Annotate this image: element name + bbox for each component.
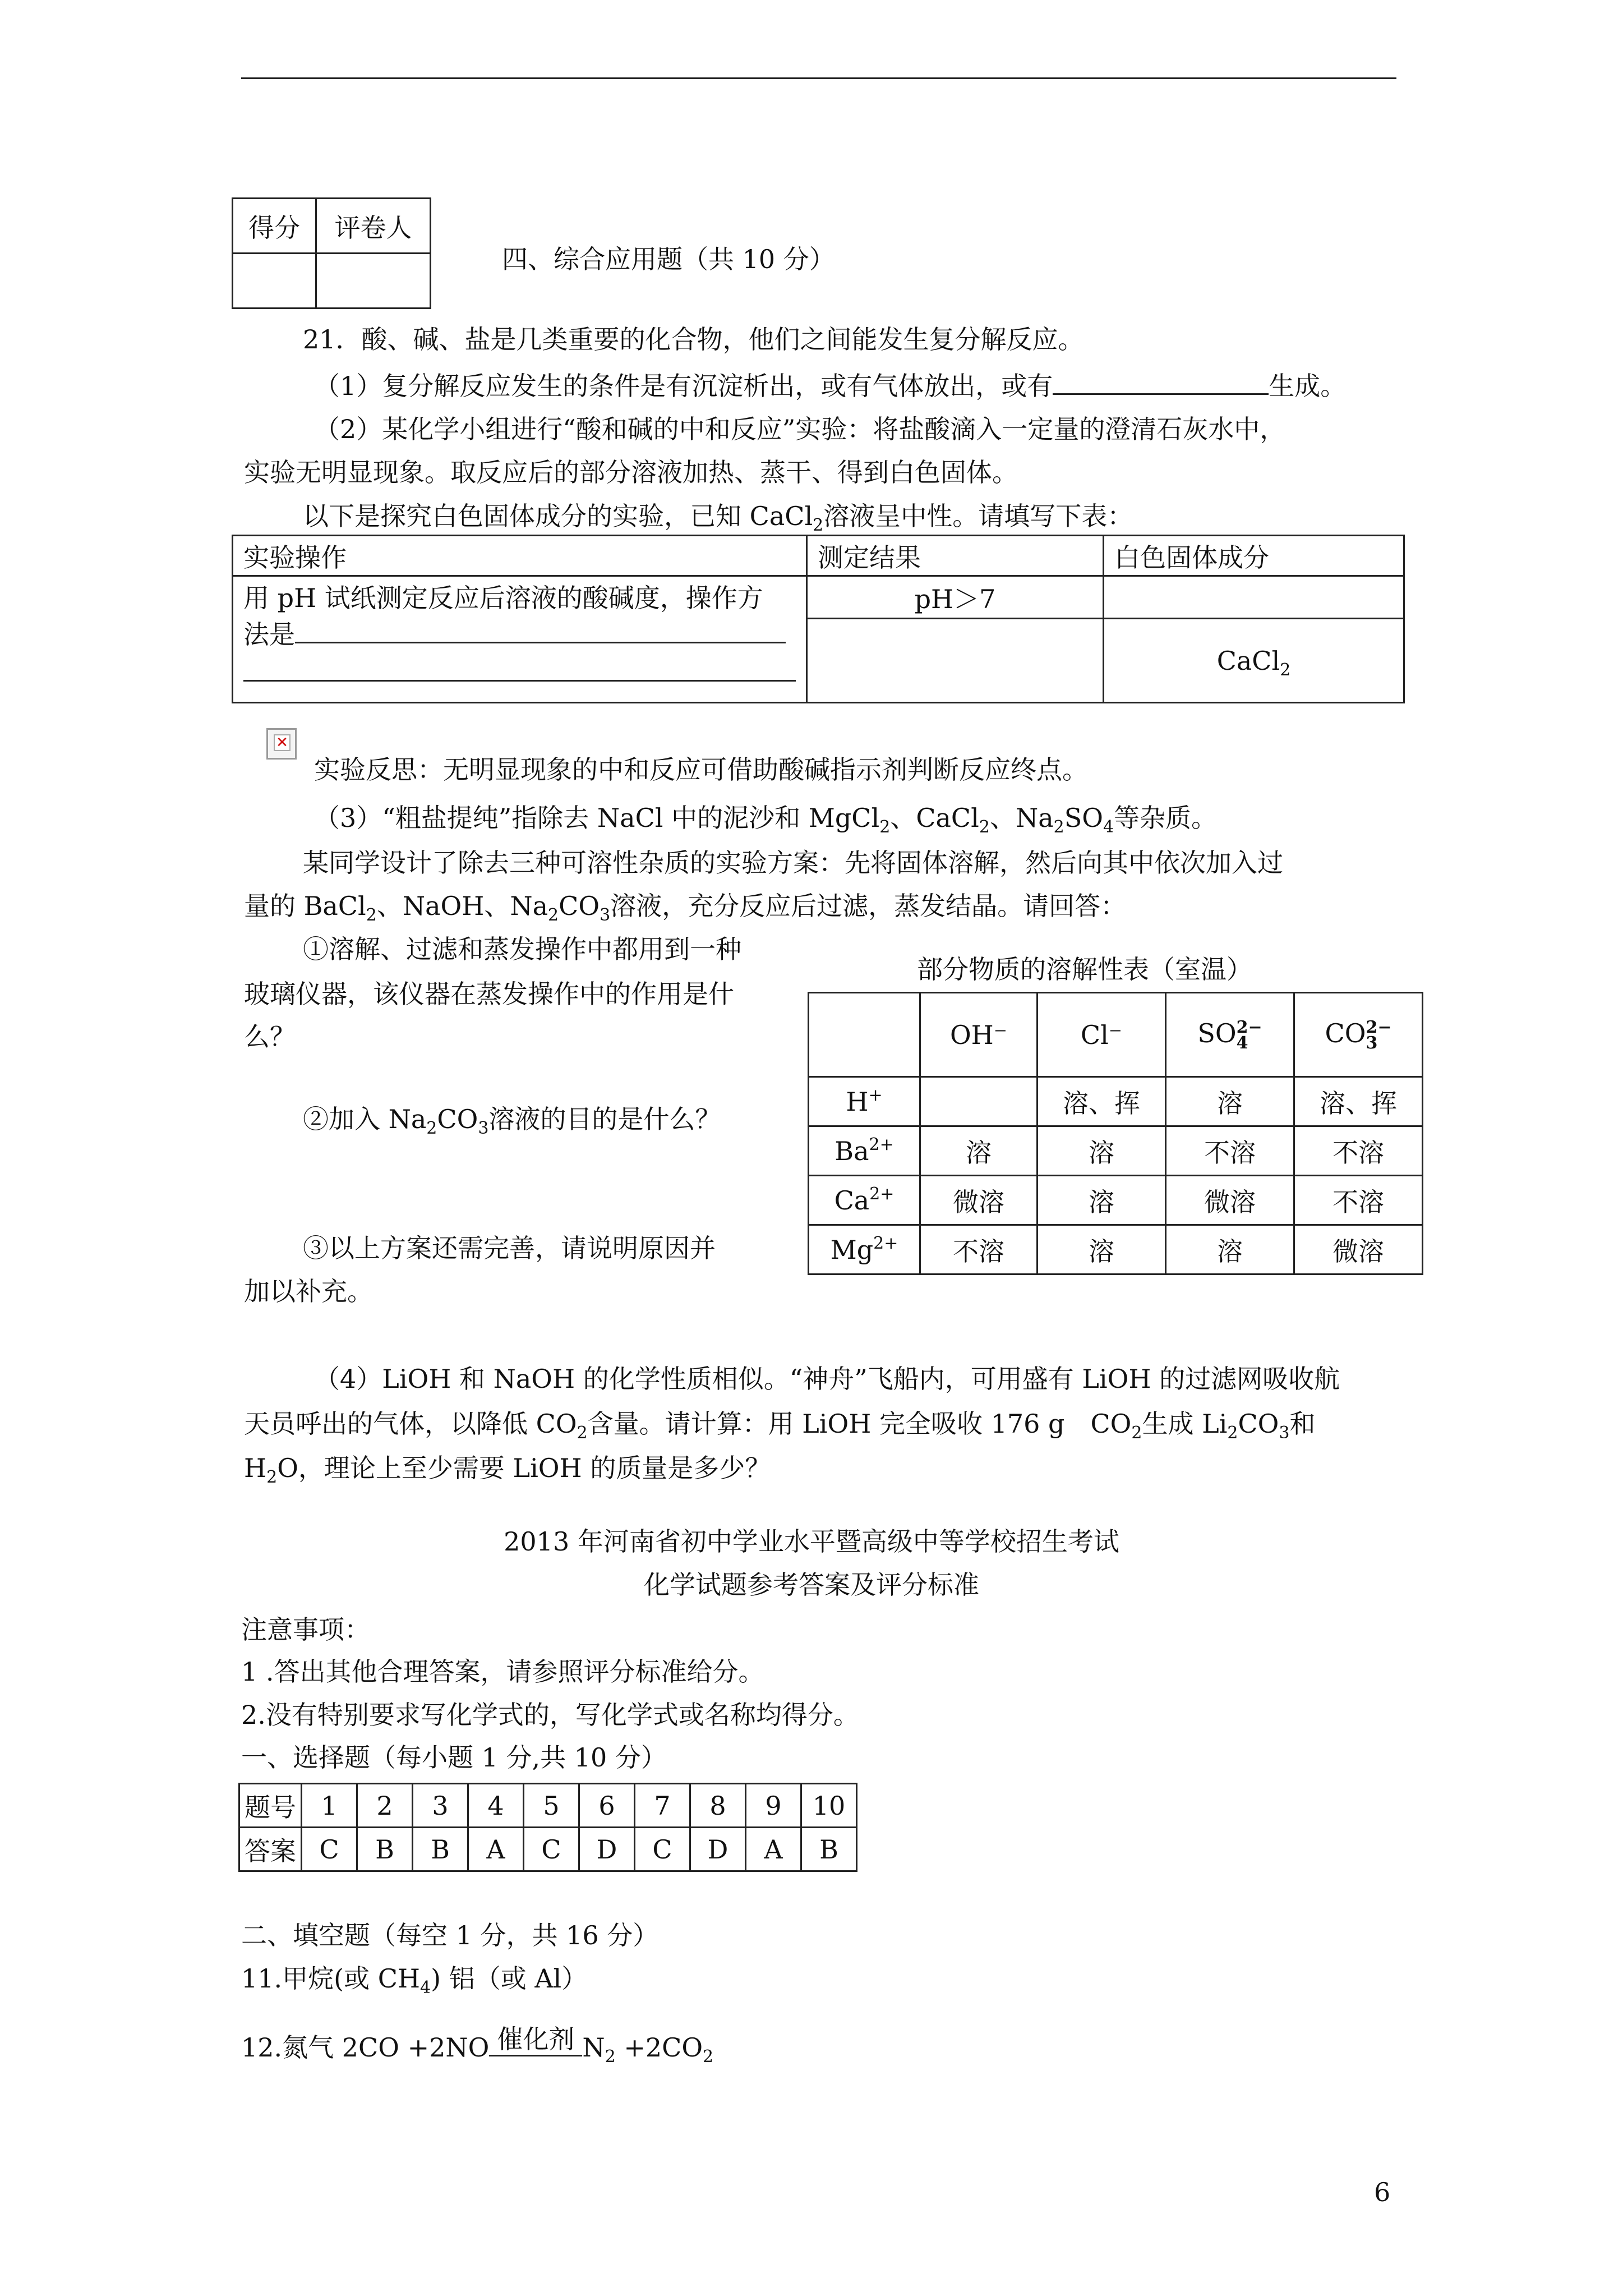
p4-l3-a: H (244, 1453, 267, 1483)
sol-cell: 微溶 (920, 1176, 1038, 1225)
sol-cell: 溶 (1038, 1225, 1166, 1274)
header-rule (241, 77, 1396, 79)
a11-a: 11.甲烷(或 CH (241, 1963, 421, 1994)
p4-l2-e: 和 (1289, 1409, 1316, 1439)
answers-title1: 2013 年河南省初中学业水平暨高级中等学校招生考试 (504, 1526, 1119, 1557)
a11-b: ) 铝（或 Al） (431, 1963, 588, 1994)
mc-answer: C (524, 1828, 579, 1871)
mc-answer: A (746, 1828, 801, 1871)
notes-title: 注意事项： (241, 1614, 370, 1645)
sol-corner (809, 993, 920, 1077)
section4-title: 四、综合应用题（共 10 分） (502, 244, 835, 274)
q21-part1-text: （1）复分解反应发生的条件是有沉淀析出，或有气体放出，或有 (314, 371, 1053, 401)
p3-l3-b: 、NaOH、Na (376, 891, 548, 921)
p3-l1-a: （3）“粗盐提纯”指除去 NaCl 中的泥沙和 MgCl (314, 803, 880, 833)
ion-h-charge: + (868, 1085, 883, 1105)
sol-cell (920, 1077, 1038, 1126)
q21-part4-line3: $H_2O$，理论上至少需要 LiOH 的质量是多少？ (244, 1453, 771, 1487)
solubility-table (808, 992, 1423, 1275)
a12-catalyst: 催化剂 (489, 2023, 582, 2056)
p3-l1-c: 、Na (989, 803, 1054, 833)
a12-co2: +2CO (615, 2032, 703, 2063)
solubility-title: 部分物质的溶解性表（室温） (917, 954, 1252, 984)
exp-component-2: CaCl$_2$ (1104, 619, 1404, 703)
sol-cell: 溶 (1166, 1077, 1294, 1126)
exp-header-operation: 实验操作 (233, 536, 807, 576)
sol-row-ba-ion (809, 1126, 920, 1176)
reflection-text: 实验反思：无明显现象的中和反应可借助酸碱指示剂判断反应终点。 (314, 754, 1088, 785)
q21-part3-line2: 某同学设计了除去三种可溶性杂质的实验方案：先将固体溶解，然后向其中依次加入过 (303, 848, 1283, 878)
q21-part1-blank[interactable] (1053, 367, 1269, 395)
q21-part3-line1: （3）“粗盐提纯”指除去 NaCl 中的泥沙和 MgCl$_2$、CaCl$_2$、$Na_2SO_4$等杂质。 (314, 803, 1218, 837)
sol-cell: 溶 (920, 1126, 1038, 1176)
p4-l2-d: CO (1238, 1409, 1279, 1439)
q21-part1-tail: 生成。 (1269, 371, 1347, 401)
sol-col-oh: OH⁻ (920, 993, 1038, 1077)
p3-l1-b: 、CaCl (890, 803, 979, 833)
sol-col-so4-text: SO (1197, 1018, 1237, 1048)
sol-cell: 微溶 (1294, 1225, 1423, 1274)
mc-answer: A (468, 1828, 524, 1871)
mc-number: 1 (302, 1784, 357, 1828)
sub1-line3: 么？ (244, 1022, 296, 1052)
grader-cell (316, 254, 431, 309)
sub2-b: CO (437, 1104, 478, 1134)
p3-l3-d: 溶液，充分反应后过滤，蒸发结晶。请回答： (610, 891, 1127, 921)
exp-result-2[interactable] (807, 619, 1104, 703)
q21-part4-line2: 天员呼出的气体，以降低 $CO_2$含量。请计算：用 LiOH 完全吸收 176 g $CO_2$生成 $Li_2CO_3$和 (244, 1409, 1316, 1443)
section1-title: 一、选择题（每小题 1 分,共 10 分） (241, 1742, 667, 1773)
exp-header-result: 测定结果 (807, 536, 1104, 576)
sub2-c: 溶液的目的是什么？ (488, 1104, 721, 1134)
answers-title2: 化学试题参考答案及评分标准 (644, 1570, 979, 1600)
sol-cell: 微溶 (1166, 1176, 1294, 1225)
q21-part2-line1: （2）某化学小组进行“酸和碱的中和反应”实验：将盐酸滴入一定量的澄清石灰水中， (314, 414, 1286, 444)
mc-number: 4 (468, 1784, 524, 1828)
ion-ca-charge: 2+ (869, 1184, 895, 1204)
sub1-line2: 玻璃仪器，该仪器在蒸发操作中的作用是什 (244, 979, 734, 1009)
note-1: 1 .答出其他合理答案，请参照评分标准给分。 (241, 1657, 764, 1687)
sub2: ②加入 $Na_2CO_3$溶液的目的是什么？ (303, 1104, 721, 1138)
p4-l2-a: 天员呼出的气体，以降低 CO (244, 1409, 577, 1439)
sub3-line1: ③以上方案还需完善，请说明原因并 (303, 1233, 716, 1263)
mc-answer: D (579, 1828, 635, 1871)
a12-n2: N (582, 2032, 605, 2063)
q21-part2-line3-a: 以下是探究白色固体成分的实验，已知 CaCl (303, 501, 813, 531)
exp-operation-blank2[interactable] (243, 654, 796, 682)
sol-cell: 不溶 (920, 1225, 1038, 1274)
ion-ba-charge: 2+ (869, 1134, 894, 1154)
answer-11: 11.甲烷(或 $CH_4$) 铝（或 Al） (241, 1963, 588, 1998)
q21-part4-line1: （4）LiOH 和 NaOH 的化学性质相似。“神舟”飞船内，可用盛有 LiOH 的过滤网吸收航 (314, 1364, 1340, 1394)
sol-cell: 不溶 (1294, 1126, 1423, 1176)
sol-col-co3: CO2− 3 (1294, 993, 1423, 1077)
mc-number: 7 (635, 1784, 690, 1828)
q21-part2-line3: 以下是探究白色固体成分的实验，已知 CaCl$_2$溶液呈中性。请填写下表： (303, 501, 1133, 535)
mc-number: 9 (746, 1784, 801, 1828)
q21-stem: 21．酸、碱、盐是几类重要的化合物，他们之间能发生复分解反应。 (303, 324, 1084, 355)
ion-ca: Ca (834, 1185, 870, 1216)
sol-cell: 不溶 (1294, 1176, 1423, 1225)
mc-number: 8 (690, 1784, 746, 1828)
sub3-line2: 加以补充。 (244, 1276, 373, 1306)
page-number: 6 (1374, 2177, 1391, 2207)
q21-part1 (314, 367, 1346, 403)
sol-col-so4: SO2− 4 (1166, 993, 1294, 1077)
mc-number: 2 (357, 1784, 413, 1828)
sub1-line1: ①溶解、过滤和蒸发操作中都用到一种 (303, 934, 741, 964)
exp-operation-cell (233, 576, 807, 703)
p3-l1-d: SO (1064, 803, 1103, 833)
mc-answer: D (690, 1828, 746, 1871)
mc-answer: C (302, 1828, 357, 1871)
note-2: 2.没有特别要求写化学式的，写化学式或名称均得分。 (241, 1700, 859, 1730)
q21-part3-line3: 量的 BaCl$_2$、NaOH、$Na_2CO_3$溶液，充分反应后过滤，蒸发结晶。请回答： (244, 891, 1127, 925)
ion-ba: Ba (834, 1135, 869, 1166)
sol-cell: 溶、挥 (1038, 1077, 1166, 1126)
sol-row-mg-ion (809, 1225, 920, 1274)
sol-cell: 溶、挥 (1294, 1077, 1423, 1126)
mc-answer: B (357, 1828, 413, 1871)
experiment-table (232, 535, 1405, 703)
mc-row-label: 答案 (239, 1828, 302, 1871)
exp-header-component: 白色固体成分 (1104, 536, 1404, 576)
exp-operation-blank1[interactable] (295, 616, 786, 643)
ion-mg: Mg (830, 1234, 874, 1265)
mc-answer: C (635, 1828, 690, 1871)
mc-row-label: 题号 (239, 1784, 302, 1828)
sub2-a: ②加入 Na (303, 1104, 427, 1134)
sol-cell: 溶 (1038, 1126, 1166, 1176)
mc-answer: B (801, 1828, 857, 1871)
q21-part2-line2: 实验无明显现象。取反应后的部分溶液加热、蒸干、得到白色固体。 (244, 457, 1018, 487)
catalyst-arrow (489, 2023, 582, 2056)
ion-h: H (846, 1086, 869, 1117)
score-cell (233, 254, 316, 309)
sol-cell: 不溶 (1166, 1126, 1294, 1176)
sol-col-co3-text: CO (1325, 1018, 1366, 1048)
p4-l2-c: 生成 Li (1142, 1409, 1228, 1439)
mc-number: 10 (801, 1784, 857, 1828)
mc-number: 3 (413, 1784, 468, 1828)
mc-number: 6 (579, 1784, 635, 1828)
sol-cell: 溶 (1166, 1225, 1294, 1274)
mc-answer: B (413, 1828, 468, 1871)
ion-mg-charge: 2+ (873, 1233, 898, 1253)
mc-number: 5 (524, 1784, 579, 1828)
p3-l3-a: 量的 BaCl (244, 891, 366, 921)
p4-l2-b: 含量。请计算：用 LiOH 完全吸收 176 g CO (587, 1409, 1132, 1439)
p3-l1-e: 等杂质。 (1114, 803, 1218, 833)
mc-answer-table (238, 1783, 857, 1872)
sol-row-h-ion (809, 1077, 920, 1126)
exp-component-2-text: CaCl (1216, 645, 1280, 676)
section2-title: 二、填空题（每空 1 分，共 16 分） (241, 1920, 659, 1950)
p3-l3-c: CO (559, 891, 600, 921)
score-box (232, 197, 431, 309)
grader-label: 评卷人 (316, 199, 431, 254)
exp-operation-line1: 用 pH 试纸测定反应后溶液的酸碱度，操作方 (243, 583, 763, 613)
q21-part2-line3-b: 溶液呈中性。请填写下表： (823, 501, 1133, 531)
exp-operation-line2: 法是 (243, 619, 295, 650)
answer-12: 12.氮气 2CO +2NO 催化剂 $N_2 +2CO_2$ (241, 2023, 714, 2067)
exp-result-1: pH＞7 (807, 576, 1104, 619)
score-label: 得分 (233, 199, 316, 254)
p4-l3-b: O，理论上至少需要 LiOH 的质量是多少？ (277, 1453, 771, 1483)
a12-prefix: 12.氮气 2CO +2NO (241, 2032, 490, 2063)
sol-col-cl: Cl⁻ (1038, 993, 1166, 1077)
sol-row-ca-ion (809, 1176, 920, 1225)
broken-image-icon: ✕ (266, 728, 297, 760)
exp-component-1[interactable] (1104, 576, 1404, 619)
sol-cell: 溶 (1038, 1176, 1166, 1225)
